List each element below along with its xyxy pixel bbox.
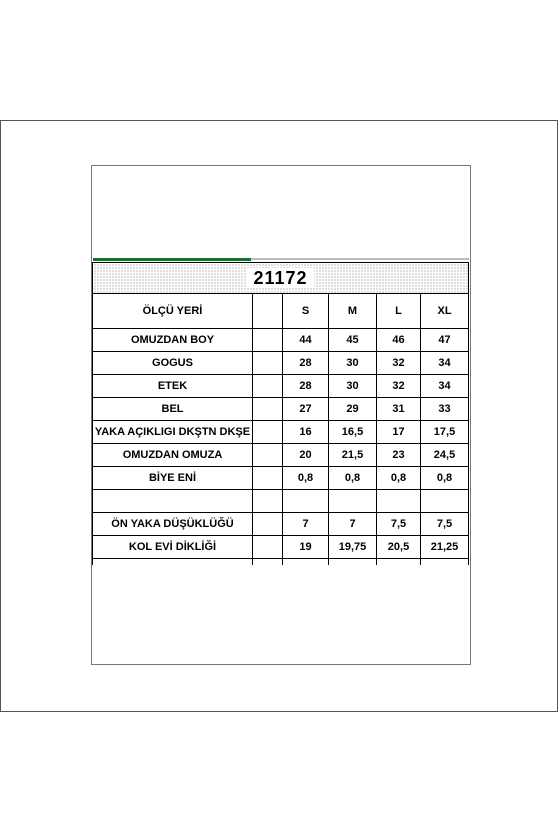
value-cell: 21,25 — [421, 536, 469, 559]
value-cell: 34 — [421, 375, 469, 398]
value-cell: 28 — [283, 352, 329, 375]
green-header-strip — [93, 258, 251, 261]
value-cell: 16 — [283, 421, 329, 444]
value-cell: 7,5 — [377, 513, 421, 536]
value-cell: 30 — [329, 352, 377, 375]
spacer-cell — [253, 467, 283, 490]
value-cell: 7 — [329, 513, 377, 536]
size-header-m: M — [329, 294, 377, 329]
value-cell: 0,8 — [377, 467, 421, 490]
value-cell: 44 — [283, 329, 329, 352]
tail-cell — [377, 559, 421, 566]
table-row — [93, 421, 469, 444]
table-row — [93, 398, 469, 421]
value-cell: 21,5 — [329, 444, 377, 467]
spacer-cell — [253, 398, 283, 421]
table-row-empty — [93, 490, 469, 513]
product-code-cell — [93, 263, 469, 294]
spacer-cell — [253, 536, 283, 559]
table-tail-row — [93, 559, 469, 566]
row-label: YAKA AÇIKLIGI DKŞTN DKŞE — [93, 421, 253, 444]
measure-point-header: ÖLÇÜ YERİ — [93, 294, 253, 329]
value-cell — [283, 490, 329, 513]
row-label: OMUZDAN OMUZA — [93, 444, 253, 467]
value-cell: 0,8 — [329, 467, 377, 490]
header-row — [93, 294, 469, 329]
value-cell: 45 — [329, 329, 377, 352]
tail-cell — [421, 559, 469, 566]
spacer-cell — [253, 352, 283, 375]
value-cell: 16,5 — [329, 421, 377, 444]
value-cell: 24,5 — [421, 444, 469, 467]
table-row — [93, 352, 469, 375]
tail-cell — [93, 559, 253, 566]
value-cell: 0,8 — [283, 467, 329, 490]
spacer-cell — [253, 329, 283, 352]
value-cell: 34 — [421, 352, 469, 375]
value-cell: 28 — [283, 375, 329, 398]
spacer-cell — [253, 294, 283, 329]
size-header-s: S — [283, 294, 329, 329]
table-row — [93, 513, 469, 536]
value-cell — [377, 490, 421, 513]
value-cell: 17,5 — [421, 421, 469, 444]
table-row — [93, 329, 469, 352]
value-cell: 32 — [377, 375, 421, 398]
tail-cell — [283, 559, 329, 566]
spacer-cell — [253, 513, 283, 536]
product-code: 21172 — [247, 268, 313, 288]
spacer-cell — [253, 375, 283, 398]
value-cell: 7 — [283, 513, 329, 536]
value-cell: 7,5 — [421, 513, 469, 536]
row-label: OMUZDAN BOY — [93, 329, 253, 352]
value-cell: 30 — [329, 375, 377, 398]
value-cell: 19 — [283, 536, 329, 559]
table-row — [93, 444, 469, 467]
value-cell: 20 — [283, 444, 329, 467]
value-cell: 20,5 — [377, 536, 421, 559]
row-label — [93, 490, 253, 513]
table-row — [93, 375, 469, 398]
spacer-cell — [253, 444, 283, 467]
spacer-cell — [253, 490, 283, 513]
value-cell: 33 — [421, 398, 469, 421]
value-cell — [329, 490, 377, 513]
title-row — [93, 263, 469, 294]
value-cell: 23 — [377, 444, 421, 467]
row-label: KOL EVİ DİKLİĞİ — [93, 536, 253, 559]
size-header-xl: XL — [421, 294, 469, 329]
gray-header-strip — [251, 258, 469, 260]
row-label: ÖN YAKA DÜŞÜKLÜĞÜ — [93, 513, 253, 536]
tail-cell — [253, 559, 283, 566]
size-chart-table — [92, 262, 469, 565]
table-row — [93, 536, 469, 559]
value-cell: 17 — [377, 421, 421, 444]
value-cell: 29 — [329, 398, 377, 421]
value-cell: 47 — [421, 329, 469, 352]
table-row — [93, 467, 469, 490]
value-cell: 32 — [377, 352, 421, 375]
value-cell: 0,8 — [421, 467, 469, 490]
value-cell: 19,75 — [329, 536, 377, 559]
row-label: BEL — [93, 398, 253, 421]
spacer-cell — [253, 421, 283, 444]
value-cell: 46 — [377, 329, 421, 352]
row-label: GOGUS — [93, 352, 253, 375]
value-cell — [421, 490, 469, 513]
value-cell: 27 — [283, 398, 329, 421]
tail-cell — [329, 559, 377, 566]
size-header-l: L — [377, 294, 421, 329]
value-cell: 31 — [377, 398, 421, 421]
row-label: ETEK — [93, 375, 253, 398]
row-label: BİYE ENİ — [93, 467, 253, 490]
